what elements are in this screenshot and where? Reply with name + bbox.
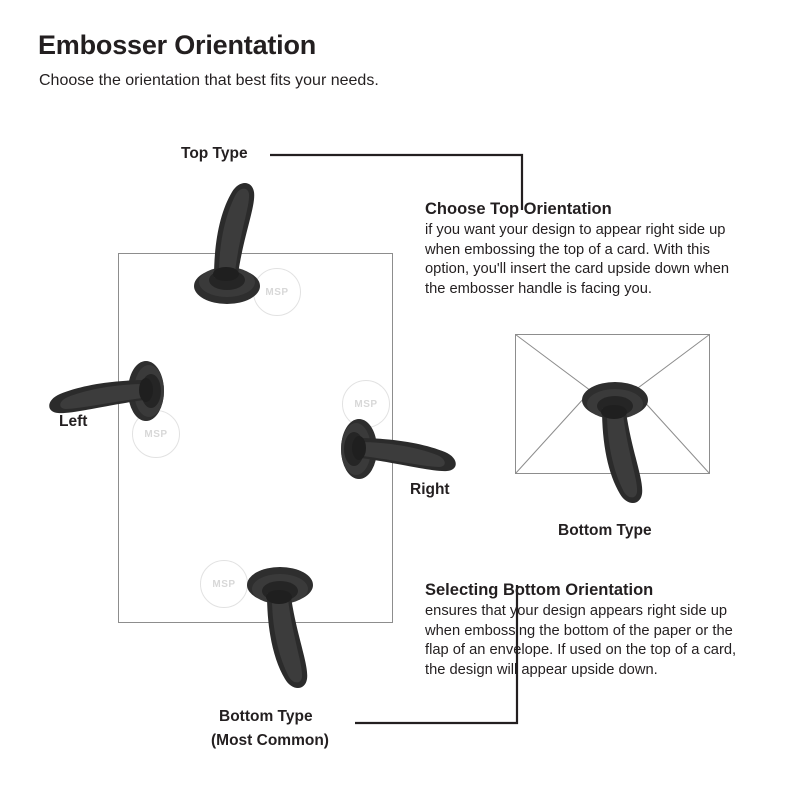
callout-top-body: if you want your design to appear right side up when embossing the top of a card. With this option, you'll insert the card upside down when the embosser handle is facing you.	[425, 222, 730, 297]
embosser-bottom-type-card	[245, 563, 345, 693]
page-subtitle: Choose the orientation that best fits your needs.	[39, 72, 379, 89]
callout-bottom-body: ensures that your design appears right side up when embossing the bottom of the paper or the flap of an envelope. If used on the top of a card, the design will appear upside down.	[425, 603, 737, 678]
embosser-bottom-type-envelope	[580, 378, 680, 508]
label-right: Right	[410, 481, 450, 498]
callout-bottom-heading: Selecting Bottom Orientation	[425, 581, 654, 599]
embosser-right	[334, 418, 469, 478]
callout-top-orientation	[425, 200, 745, 299]
embosser-left	[36, 360, 171, 420]
callout-top-heading: Choose Top Orientation	[425, 200, 612, 218]
watermark-text: MSP	[212, 578, 236, 590]
label-bottom-type-envelope: Bottom Type	[558, 522, 652, 539]
callout-bottom-orientation	[425, 581, 745, 680]
label-bottom-type-card-line1: Bottom Type	[219, 708, 313, 725]
label-left: Left	[59, 413, 88, 430]
label-top-type: Top Type	[181, 145, 248, 162]
label-bottom-type-card-line2: (Most Common)	[211, 732, 329, 749]
page-title: Embosser Orientation	[38, 30, 317, 60]
watermark-logo	[200, 560, 248, 608]
watermark-text: MSP	[144, 428, 168, 440]
watermark-text: MSP	[265, 286, 289, 298]
watermark-text: MSP	[354, 398, 378, 410]
